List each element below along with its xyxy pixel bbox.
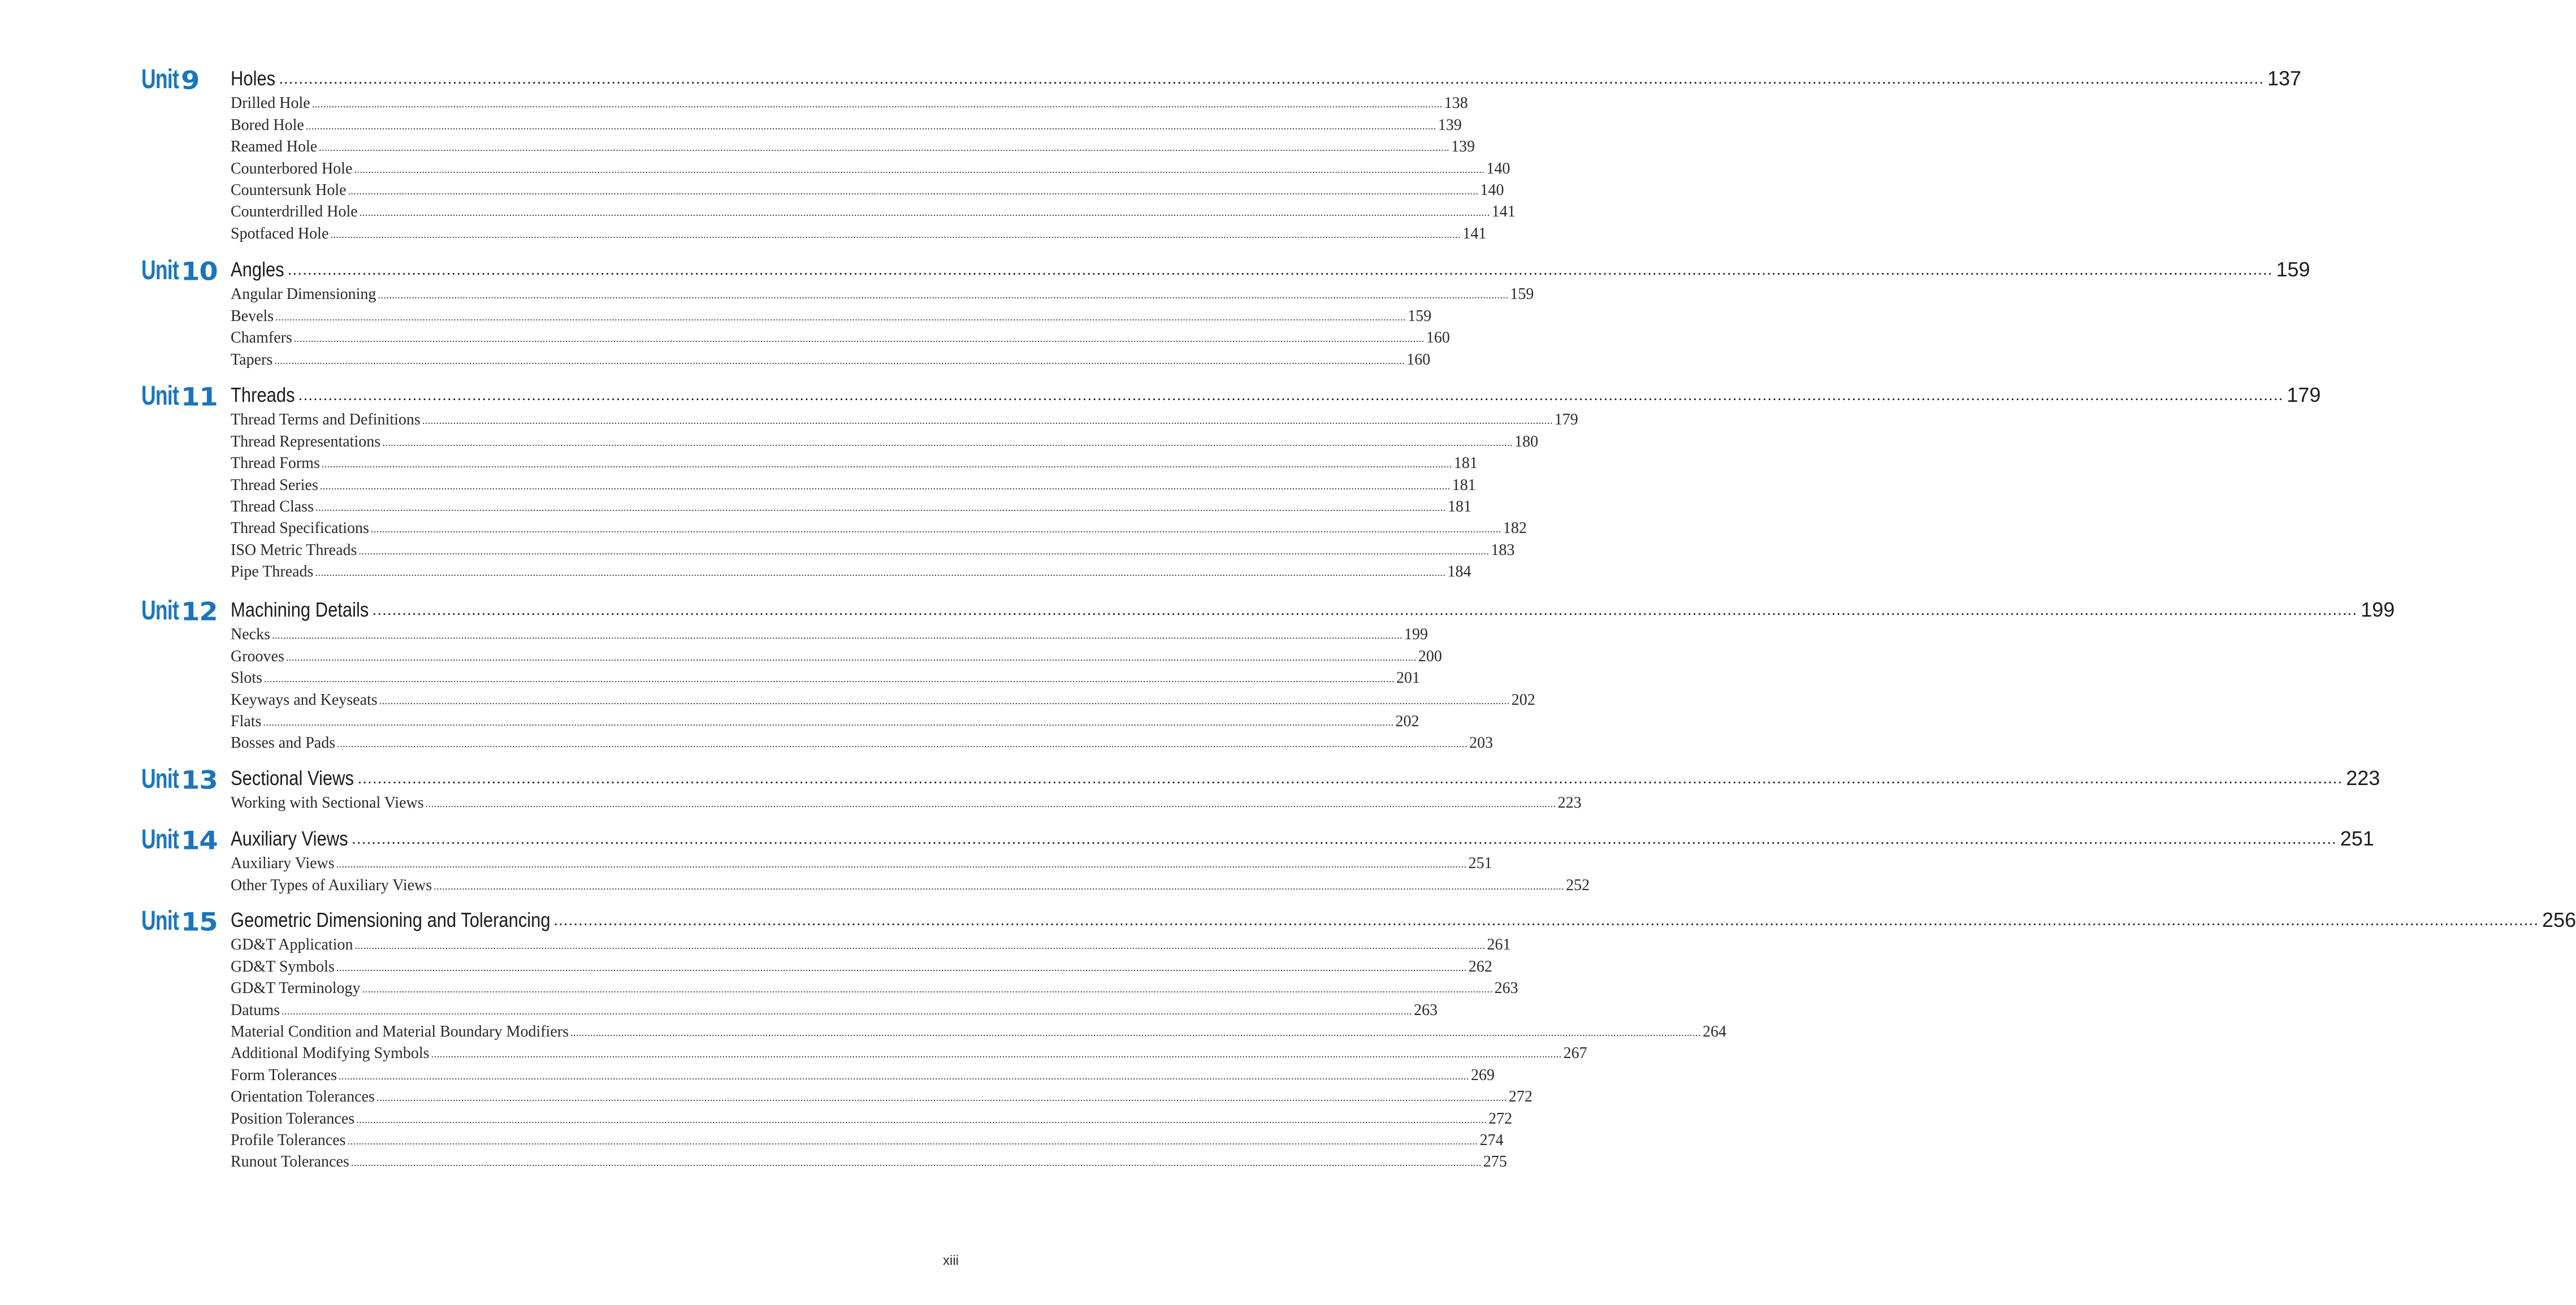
section-list bbox=[231, 850, 1590, 894]
section-entry[interactable] bbox=[231, 1018, 1726, 1040]
section-entry[interactable] bbox=[231, 790, 1582, 812]
section-page-number: 199 bbox=[1404, 626, 1428, 644]
unit-label bbox=[141, 255, 218, 287]
dot-leader: ................................................................................................................................................................................................................................................................................................................................................................................................................ bbox=[298, 386, 2284, 404]
section-title: Form Tolerances bbox=[231, 1066, 337, 1084]
dot-leader: ................................................................................................................................................................................................................................................................................................................................................................................................................ bbox=[311, 98, 1443, 110]
unit-number: 15 bbox=[181, 908, 218, 937]
section-entry[interactable] bbox=[231, 1061, 1495, 1084]
section-title: Material Condition and Material Boundary Modifiers bbox=[231, 1022, 569, 1040]
section-title: Slots bbox=[231, 669, 263, 687]
section-page-number: 262 bbox=[1468, 957, 1492, 976]
section-entry[interactable] bbox=[231, 975, 1518, 998]
section-title: Thread Terms and Definitions bbox=[231, 411, 421, 429]
dot-leader: ................................................................................................................................................................................................................................................................................................................................................................................................................ bbox=[279, 70, 2264, 87]
section-page-number: 182 bbox=[1503, 519, 1527, 537]
dot-leader: ................................................................................................................................................................................................................................................................................................................................................................................................................ bbox=[356, 1113, 1487, 1125]
section-page-number: 139 bbox=[1451, 138, 1475, 156]
section-entry[interactable] bbox=[231, 220, 1487, 242]
dot-leader: ................................................................................................................................................................................................................................................................................................................................................................................................................ bbox=[271, 630, 1402, 641]
dot-leader: ................................................................................................................................................................................................................................................................................................................................................................................................................ bbox=[425, 798, 1556, 810]
dot-leader: ................................................................................................................................................................................................................................................................................................................................................................................................................ bbox=[359, 207, 1490, 219]
section-page-number: 141 bbox=[1491, 203, 1516, 221]
section-page-number: 202 bbox=[1395, 712, 1419, 730]
section-entry[interactable] bbox=[231, 155, 1510, 177]
section-page-number: 263 bbox=[1414, 1001, 1438, 1019]
dot-leader: ................................................................................................................................................................................................................................................................................................................................................................................................................ bbox=[553, 911, 2539, 929]
section-entry[interactable] bbox=[231, 953, 1492, 976]
dot-leader: ................................................................................................................................................................................................................................................................................................................................................................................................................ bbox=[354, 163, 1485, 175]
dot-leader: ................................................................................................................................................................................................................................................................................................................................................................................................................ bbox=[285, 651, 1417, 663]
section-title: Chamfers bbox=[231, 329, 292, 347]
dot-leader: ................................................................................................................................................................................................................................................................................................................................................................................................................ bbox=[264, 673, 1395, 685]
section-title: GD&T Symbols bbox=[231, 957, 335, 976]
unit-word: Unit bbox=[141, 64, 179, 94]
section-title: GD&T Application bbox=[231, 936, 353, 954]
section-page-number: 181 bbox=[1453, 454, 1478, 472]
section-title: Thread Specifications bbox=[231, 519, 369, 537]
dot-leader: ................................................................................................................................................................................................................................................................................................................................................................................................................ bbox=[352, 830, 2337, 847]
section-title: Necks bbox=[231, 626, 270, 644]
section-page-number: 267 bbox=[1563, 1044, 1587, 1063]
dot-leader: ................................................................................................................................................................................................................................................................................................................................................................................................................ bbox=[337, 738, 1468, 750]
section-entry[interactable] bbox=[231, 493, 1471, 515]
section-title: Profile Tolerances bbox=[231, 1131, 346, 1149]
section-list bbox=[231, 931, 1726, 1171]
chapter-page-number: 251 bbox=[2340, 827, 2374, 850]
dot-leader: ................................................................................................................................................................................................................................................................................................................................................................................................................ bbox=[422, 415, 1553, 427]
unit-number: 10 bbox=[181, 257, 218, 287]
section-entry[interactable] bbox=[231, 515, 1527, 537]
section-entry[interactable] bbox=[231, 1105, 1513, 1128]
unit-label bbox=[141, 596, 218, 627]
section-title: Runout Tolerances bbox=[231, 1153, 349, 1171]
section-entry[interactable] bbox=[231, 621, 1428, 644]
chapter-page-number: 256 bbox=[2542, 908, 2576, 931]
section-title: Drilled Hole bbox=[231, 94, 310, 112]
unit-number: 9 bbox=[181, 66, 200, 96]
section-page-number: 159 bbox=[1408, 307, 1432, 325]
section-entry[interactable] bbox=[231, 931, 1511, 954]
section-page-number: 223 bbox=[1557, 794, 1582, 812]
section-page-number: 269 bbox=[1471, 1066, 1495, 1084]
section-title: Orientation Tolerances bbox=[231, 1088, 375, 1106]
dot-leader: ................................................................................................................................................................................................................................................................................................................................................................................................................ bbox=[315, 501, 1446, 513]
section-page-number: 200 bbox=[1418, 647, 1442, 665]
section-page-number: 160 bbox=[1406, 350, 1431, 368]
unit-number: 13 bbox=[181, 766, 218, 795]
unit-word: Unit bbox=[141, 381, 179, 411]
section-page-number: 275 bbox=[1483, 1153, 1507, 1171]
unit-label bbox=[141, 825, 218, 856]
chapter-page-number: 199 bbox=[2361, 598, 2395, 621]
section-title: Position Tolerances bbox=[231, 1109, 355, 1128]
section-title: GD&T Terminology bbox=[231, 979, 361, 998]
section-entry[interactable] bbox=[231, 643, 1442, 665]
dot-leader: ................................................................................................................................................................................................................................................................................................................................................................................................................ bbox=[379, 695, 1510, 706]
section-entry[interactable] bbox=[231, 346, 1431, 368]
section-title: Counterbored Hole bbox=[231, 159, 353, 177]
section-list bbox=[231, 621, 1535, 752]
dot-leader: ................................................................................................................................................................................................................................................................................................................................................................................................................ bbox=[305, 120, 1436, 132]
dot-leader: ................................................................................................................................................................................................................................................................................................................................................................................................................ bbox=[315, 567, 1446, 579]
section-page-number: 139 bbox=[1438, 116, 1462, 134]
section-entry[interactable] bbox=[231, 996, 1438, 1019]
section-title: Auxiliary Views bbox=[231, 855, 335, 873]
section-entry[interactable] bbox=[231, 471, 1476, 494]
unit-word: Unit bbox=[141, 906, 179, 936]
section-title: Tapers bbox=[231, 350, 273, 368]
section-entry[interactable] bbox=[231, 536, 1515, 559]
section-entry[interactable] bbox=[231, 177, 1504, 199]
chapter-page-number: 179 bbox=[2287, 383, 2321, 406]
unit-label bbox=[141, 381, 218, 412]
section-page-number: 181 bbox=[1447, 497, 1471, 515]
unit-label bbox=[141, 906, 218, 937]
dot-leader: ................................................................................................................................................................................................................................................................................................................................................................................................................ bbox=[274, 354, 1405, 366]
section-page-number: 203 bbox=[1469, 734, 1493, 752]
dot-leader: ................................................................................................................................................................................................................................................................................................................................................................................................................ bbox=[354, 940, 1486, 952]
section-entry[interactable] bbox=[231, 198, 1516, 221]
section-title: Thread Forms bbox=[231, 454, 320, 472]
section-title: Thread Class bbox=[231, 497, 314, 515]
dot-leader: ................................................................................................................................................................................................................................................................................................................................................................................................................ bbox=[282, 1005, 1413, 1017]
section-entry[interactable] bbox=[231, 450, 1478, 472]
dot-leader: ................................................................................................................................................................................................................................................................................................................................................................................................................ bbox=[336, 961, 1467, 973]
section-entry[interactable] bbox=[231, 133, 1475, 156]
chapter-title: Machining Details bbox=[231, 598, 369, 621]
section-page-number: 140 bbox=[1486, 159, 1510, 177]
unit-word: Unit bbox=[141, 825, 179, 855]
chapter-entry[interactable] bbox=[231, 764, 2380, 790]
section-entry[interactable] bbox=[231, 1148, 1507, 1171]
section-entry[interactable] bbox=[231, 324, 1450, 347]
dot-leader: ................................................................................................................................................................................................................................................................................................................................................................................................................ bbox=[321, 458, 1452, 470]
dot-leader: ................................................................................................................................................................................................................................................................................................................................................................................................................ bbox=[287, 261, 2273, 278]
dot-leader: ................................................................................................................................................................................................................................................................................................................................................................................................................ bbox=[372, 601, 2358, 618]
section-entry[interactable] bbox=[231, 686, 1535, 709]
section-page-number: 264 bbox=[1702, 1022, 1726, 1040]
dot-leader: ................................................................................................................................................................................................................................................................................................................................................................................................................ bbox=[382, 436, 1513, 448]
section-title: Reamed Hole bbox=[231, 138, 318, 156]
section-page-number: 184 bbox=[1447, 563, 1471, 581]
dot-leader: ................................................................................................................................................................................................................................................................................................................................................................................................................ bbox=[330, 228, 1461, 240]
section-title: Bosses and Pads bbox=[231, 734, 336, 752]
chapter-title: Angles bbox=[231, 258, 284, 281]
dot-leader: ................................................................................................................................................................................................................................................................................................................................................................................................................ bbox=[370, 523, 1501, 535]
chapter-entry[interactable] bbox=[231, 595, 2395, 621]
section-title: Spotfaced Hole bbox=[231, 224, 329, 242]
section-entry[interactable] bbox=[231, 730, 1493, 752]
dot-leader: ................................................................................................................................................................................................................................................................................................................................................................................................................ bbox=[347, 1135, 1478, 1147]
section-page-number: 141 bbox=[1462, 224, 1487, 242]
section-entry[interactable] bbox=[231, 281, 1534, 304]
unit-word: Unit bbox=[141, 764, 179, 794]
section-page-number: 263 bbox=[1494, 979, 1518, 998]
section-entry[interactable] bbox=[231, 665, 1421, 687]
section-page-number: 138 bbox=[1444, 94, 1468, 112]
section-page-number: 272 bbox=[1508, 1088, 1532, 1106]
section-list bbox=[231, 790, 1582, 812]
section-title: Keyways and Keyseats bbox=[231, 691, 378, 709]
unit-label bbox=[141, 764, 218, 795]
chapter-entry[interactable] bbox=[231, 905, 2576, 931]
page-number: xiii bbox=[943, 1253, 959, 1268]
section-page-number: 261 bbox=[1487, 936, 1511, 954]
section-page-number: 202 bbox=[1511, 691, 1535, 709]
dot-leader: ................................................................................................................................................................................................................................................................................................................................................................................................................ bbox=[350, 1157, 1482, 1169]
section-page-number: 180 bbox=[1514, 432, 1539, 450]
dot-leader: ................................................................................................................................................................................................................................................................................................................................................................................................................ bbox=[362, 983, 1493, 995]
section-title: Thread Series bbox=[231, 476, 318, 494]
section-title: Pipe Threads bbox=[231, 563, 314, 581]
section-entry[interactable] bbox=[231, 1040, 1587, 1063]
dot-leader: ................................................................................................................................................................................................................................................................................................................................................................................................................ bbox=[434, 880, 1565, 892]
section-entry[interactable] bbox=[231, 302, 1432, 325]
section-page-number: 252 bbox=[1566, 876, 1590, 894]
section-entry[interactable] bbox=[231, 872, 1590, 894]
section-entry[interactable] bbox=[231, 406, 1578, 429]
section-page-number: 179 bbox=[1554, 411, 1578, 429]
section-title: Additional Modifying Symbols bbox=[231, 1044, 430, 1063]
dot-leader: ................................................................................................................................................................................................................................................................................................................................................................................................................ bbox=[431, 1048, 1562, 1060]
section-entry[interactable] bbox=[231, 1127, 1504, 1149]
section-entry[interactable] bbox=[231, 708, 1419, 730]
section-title: Countersunk Hole bbox=[231, 181, 347, 199]
dot-leader: ................................................................................................................................................................................................................................................................................................................................................................................................................ bbox=[336, 859, 1467, 870]
section-page-number: 201 bbox=[1396, 669, 1421, 687]
section-page-number: 160 bbox=[1426, 329, 1450, 347]
section-title: Thread Representations bbox=[231, 432, 381, 450]
section-page-number: 272 bbox=[1488, 1109, 1513, 1128]
section-entry[interactable] bbox=[231, 428, 1539, 450]
dot-leader: ................................................................................................................................................................................................................................................................................................................................................................................................................ bbox=[376, 1092, 1507, 1104]
dot-leader: ................................................................................................................................................................................................................................................................................................................................................................................................................ bbox=[339, 1070, 1470, 1082]
section-list bbox=[231, 281, 1534, 368]
section-list bbox=[231, 90, 1516, 242]
section-title: Working with Sectional Views bbox=[231, 794, 424, 812]
dot-leader: ................................................................................................................................................................................................................................................................................................................................................................................................................ bbox=[293, 333, 1425, 345]
chapter-entry[interactable] bbox=[231, 824, 2374, 850]
section-title: Bored Hole bbox=[231, 116, 304, 134]
unit-number: 12 bbox=[181, 597, 218, 627]
section-page-number: 274 bbox=[1479, 1131, 1504, 1149]
unit-word: Unit bbox=[141, 255, 179, 285]
dot-leader: ................................................................................................................................................................................................................................................................................................................................................................................................................ bbox=[358, 545, 1490, 557]
section-title: Grooves bbox=[231, 647, 284, 665]
section-entry[interactable] bbox=[231, 850, 1492, 873]
chapter-page-number: 159 bbox=[2276, 258, 2310, 281]
chapter-page-number: 223 bbox=[2346, 766, 2380, 790]
section-entry[interactable] bbox=[231, 558, 1471, 581]
dot-leader: ................................................................................................................................................................................................................................................................................................................................................................................................................ bbox=[319, 142, 1450, 154]
section-page-number: 159 bbox=[1510, 285, 1534, 304]
section-entry[interactable] bbox=[231, 111, 1462, 134]
chapter-entry[interactable] bbox=[231, 380, 2321, 406]
chapter-title: Holes bbox=[231, 67, 276, 90]
dot-leader: ................................................................................................................................................................................................................................................................................................................................................................................................................ bbox=[570, 1026, 1701, 1038]
dot-leader: ................................................................................................................................................................................................................................................................................................................................................................................................................ bbox=[378, 289, 1509, 301]
chapter-title: Geometric Dimensioning and Tolerancing bbox=[231, 908, 551, 931]
section-title: ISO Metric Threads bbox=[231, 541, 357, 559]
section-title: Bevels bbox=[231, 307, 274, 325]
section-page-number: 183 bbox=[1491, 541, 1515, 559]
section-page-number: 140 bbox=[1480, 181, 1504, 199]
chapter-title: Sectional Views bbox=[231, 766, 354, 790]
section-title: Counterdrilled Hole bbox=[231, 203, 358, 221]
section-title: Datums bbox=[231, 1001, 280, 1019]
dot-leader: ................................................................................................................................................................................................................................................................................................................................................................................................................ bbox=[319, 480, 1451, 492]
chapter-entry[interactable] bbox=[231, 64, 2302, 90]
dot-leader: ................................................................................................................................................................................................................................................................................................................................................................................................................ bbox=[357, 769, 2343, 787]
chapter-page-number: 137 bbox=[2267, 67, 2302, 90]
chapter-title: Threads bbox=[231, 383, 295, 406]
section-title: Angular Dimensioning bbox=[231, 285, 376, 304]
section-page-number: 181 bbox=[1452, 476, 1476, 494]
unit-word: Unit bbox=[141, 596, 179, 626]
section-entry[interactable] bbox=[231, 90, 1468, 112]
section-title: Flats bbox=[231, 712, 262, 730]
chapter-entry[interactable] bbox=[231, 255, 2310, 281]
section-entry[interactable] bbox=[231, 1083, 1532, 1106]
unit-label bbox=[141, 64, 200, 96]
unit-number: 11 bbox=[181, 383, 218, 412]
chapter-title: Auxiliary Views bbox=[231, 827, 348, 850]
dot-leader: ................................................................................................................................................................................................................................................................................................................................................................................................................ bbox=[348, 185, 1479, 197]
section-title: Other Types of Auxiliary Views bbox=[231, 876, 432, 894]
unit-number: 14 bbox=[181, 826, 218, 856]
dot-leader: ................................................................................................................................................................................................................................................................................................................................................................................................................ bbox=[263, 716, 1394, 728]
section-list bbox=[231, 406, 1578, 581]
section-page-number: 251 bbox=[1468, 855, 1492, 873]
dot-leader: ................................................................................................................................................................................................................................................................................................................................................................................................................ bbox=[275, 311, 1406, 323]
